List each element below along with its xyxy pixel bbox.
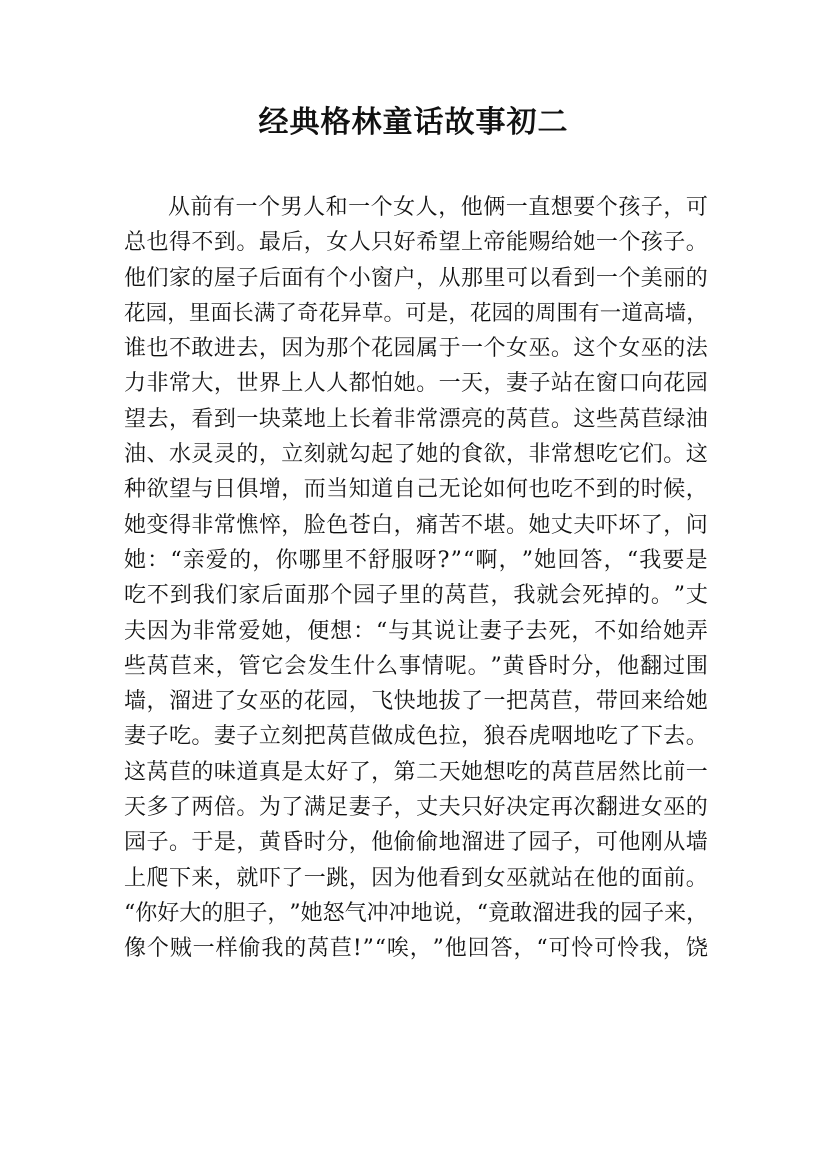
text-line: 花 园 ， 里 面 长 满 了 奇 花 异 草 。 可 是 ， 花 园 的 周 围 有 一 道 高 墙 ， — [124, 300, 708, 326]
text-line: 这 莴 苣 的 味 道 真 是 太 好 了 ， 第 二 天 她 想 吃 的 莴 苣 居 然 比 前 一 — [124, 759, 708, 785]
text-line: 谁 也 不 敢 进 去 ， 因 为 那 个 花 园 属 于 一 个 女 巫 。 这 个 女 巫 的 法 — [124, 336, 708, 362]
text-line: 从 前 有 一 个 男 人 和 一 个 女 人 ， 他 俩 一 直 想 要 个 孩 子 ， 可 — [168, 195, 708, 220]
text-line: 她 变 得 非 常 憔 悴 ， 脸 色 苍 白 ， 痛 苦 不 堪 。 她 丈 夫 吓 坏 了 ， 问 — [124, 512, 708, 538]
text-line: 上 爬 下 来 ， 就 吓 了 一 跳 ， 因 为 他 看 到 女 巫 就 站 在 他 的 面 前 。 — [124, 865, 708, 891]
text-line: 妻 子 吃 。 妻 子 立 刻 把 莴 苣 做 成 色 拉 ， 狼 吞 虎 咽 地 吃 了 下 去 。 — [124, 724, 708, 750]
text-line: 她 ： “ 亲 爱 的 ， 你 哪 里 不 舒 服 呀 ? ” “ 啊 ， ” 她 回 答 ， “ 我 要 是 — [124, 547, 708, 573]
text-line: “ 你 好 大 的 胆 子 ， ” 她 怒 气 冲 冲 地 说 ， “ 竟 敢 溜 进 我 的 园 子 来 ， — [124, 900, 709, 926]
text-line: 园 子 。 于 是 ， 黄 昏 时 分 ， 他 偷 偷 地 溜 进 了 园 子 ， 可 他 刚 从 墙 — [124, 830, 708, 856]
text-line: 吃 不 到 我 们 家 后 面 那 个 园 子 里 的 莴 苣 ， 我 就 会 死 掉 的 。 ” 丈 — [124, 583, 708, 609]
text-line: 种 欲 望 与 日 俱 增 ， 而 当 知 道 自 己 无 论 如 何 也 吃 不 到 的 时 候 ， — [124, 477, 708, 503]
document-title: 经典格林童话故事初二 — [258, 105, 569, 140]
text-line: 些 莴 苣 来 ， 管 它 会 发 生 什 么 事 情 呢 。 ” 黄 昏 时 分 ， 他 翻 过 围 — [124, 653, 708, 679]
text-line: 总 也 得 不 到 。 最 后 ， 女 人 只 好 希 望 上 帝 能 赐 给 她 一 个 孩 子 。 — [124, 230, 708, 256]
document-body — [124, 190, 708, 967]
text-line: 望 去 ， 看 到 一 块 菜 地 上 长 着 非 常 漂 亮 的 莴 苣 。 这 些 莴 苣 绿 油 — [124, 406, 708, 432]
text-line: 墙 ， 溜 进 了 女 巫 的 花 园 ， 飞 快 地 拔 了 一 把 莴 苣 ， 带 回 来 给 她 — [124, 689, 708, 715]
text-line: 天 多 了 两 倍 。 为 了 满 足 妻 子 ， 丈 夫 只 好 决 定 再 次 翻 进 女 巫 的 — [124, 795, 708, 821]
text-line: 他 们 家 的 屋 子 后 面 有 个 小 窗 户 ， 从 那 里 可 以 看 到 一 个 美 丽 的 — [124, 265, 708, 291]
text-line: 夫 因 为 非 常 爱 她 ， 便 想 ： “ 与 其 说 让 妻 子 去 死 ， 不 如 给 她 弄 — [124, 618, 708, 644]
text-line: 油 、 水 灵 灵 的 ， 立 刻 就 勾 起 了 她 的 食 欲 ， 非 常 想 吃 它 们 。 这 — [124, 442, 708, 468]
text-line: 像 个 贼 一 样 偷 我 的 莴 苣 ! ” “ 唉 ， ” 他 回 答 ， “ 可 怜 可 怜 我 ， 饶 — [124, 936, 708, 962]
text-line: 力 非 常 大 ， 世 界 上 人 人 都 怕 她 。 一 天 ， 妻 子 站 在 窗 口 向 花 园 — [124, 371, 708, 397]
